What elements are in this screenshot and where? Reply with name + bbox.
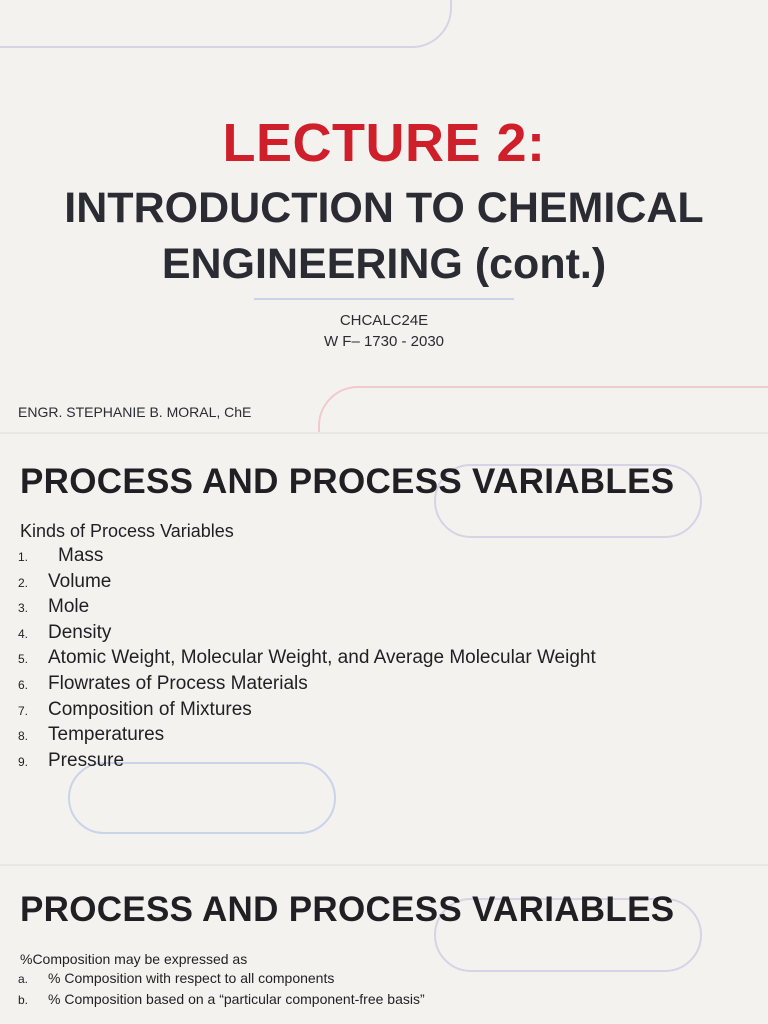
list-item: 4. Density (18, 621, 112, 643)
list-item: 8. Temperatures (18, 724, 165, 746)
decor-outline-top (0, 0, 452, 48)
slide-subheading: Kinds of Process Variables (20, 521, 234, 541)
process-variables-list (18, 545, 596, 775)
course-schedule: W F– 1730 - 2030 (323, 333, 445, 350)
list-item: 1. Mass (18, 545, 104, 566)
slide-heading: PROCESS AND PROCESS VARIABLES (20, 890, 675, 929)
lecture-title-line1: INTRODUCTION TO CHEMICAL (64, 184, 704, 232)
list-item: 3. Mole (18, 596, 90, 618)
list-item: 7. Composition of Mixtures (18, 698, 252, 720)
course-info (0, 310, 768, 352)
composition-slide (0, 866, 768, 1024)
author-name: ENGR. STEPHANIE B. MORAL, ChE (18, 404, 252, 420)
list-item: 2. Volume (18, 570, 112, 592)
process-variables-slide (0, 434, 768, 864)
list-item: 9. Pressure (18, 749, 125, 771)
list-item: 5. Atomic Weight, Molecular Weight, and Average Molecular Weight (18, 647, 596, 669)
course-code: CHCALC24E (339, 312, 429, 329)
composition-list (18, 970, 425, 1012)
lecture-number: LECTURE 2: (222, 113, 546, 173)
slide-heading: PROCESS AND PROCESS VARIABLES (20, 462, 675, 501)
list-item: a. % Composition with respect to all components (18, 970, 335, 986)
decor-outline-right (318, 386, 768, 432)
list-item: 6. Flowrates of Process Materials (18, 672, 308, 694)
composition-intro: %Composition may be expressed as (20, 951, 248, 967)
lecture-title (0, 180, 768, 292)
lecture-title-line2: ENGINEERING (cont.) (161, 240, 607, 288)
title-underline (254, 298, 514, 300)
list-item: b. % Composition based on a “particular component-free basis” (18, 991, 425, 1007)
title-slide (0, 0, 768, 432)
